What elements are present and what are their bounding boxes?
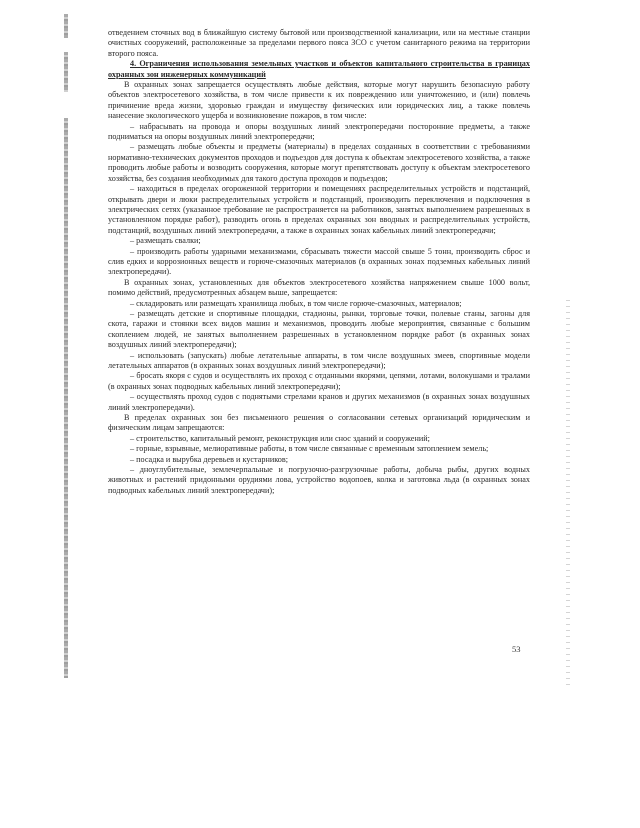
paragraph: В пределах охранных зон без письменного решения о согласовании сетевых организаций юридическим и физическим лицам запрещаются: [108, 413, 530, 433]
list-item: – осуществлять проход судов с поднятыми стрелами кранов и других механизмов (в охранных зонах воздушных линий электропередачи). [108, 392, 530, 412]
list-item: – горные, взрывные, мелиоративные работы, в том числе связанные с временным затоплением земель; [130, 444, 489, 454]
list-item: – дноуглубительные, землечерпальные и погрузочно-разгрузочные работы, добыча рыбы, других водных животных и растений придонными орудиями лова, устройство водопоев, колка и заготовка льда (в охранных зонах подводных кабельных линий электропередачи); [108, 465, 530, 495]
list-item: – использовать (запускать) любые летательные аппараты, в том числе воздушных змеев, спортивные модели летательных аппаратов (в охранных зонах воздушных линий электропередачи); [108, 350, 530, 370]
list-item: – размещать свалки; [130, 236, 201, 246]
document-page [108, 28, 530, 496]
list-item: – производить работы ударными механизмами, сбрасывать тяжести массой свыше 5 тонн, производить сброс и слив едких и коррозионных веществ и горюче-смазочных материалов (в охранных зонах подземных кабельных линий электропередачи). [108, 246, 530, 277]
section-heading: 4. Ограничения использования земельных участков и объектов капитального строительства в границах охранных зон инженерных коммуникаций [108, 59, 530, 79]
list-item: – посадка и вырубка деревьев и кустарников; [130, 454, 289, 464]
scan-left-edge [62, 0, 72, 828]
list-item: – размещать детские и спортивные площадки, стадионы, рынки, торговые точки, полевые станы, загоны для скота, гаражи и стоянки всех видов машин и механизмов, проводить любые мероприятия, связанные с большим скоплением людей, не занятых выполнением разрешенных в установленном порядке работ (в охранных зонах воздушных линий электропередачи); [108, 308, 530, 350]
list-item: – строительство, капитальный ремонт, реконструкция или снос зданий и сооружений; [130, 433, 430, 443]
list-item: – складировать или размещать хранилища любых, в том числе горюче-смазочных, материалов; [130, 298, 462, 308]
list-item: – бросать якоря с судов и осуществлять их проход с отданными якорями, цепями, лотами, волокушами и тралами (в охранных зонах подводных кабельных линий электропередачи); [108, 371, 530, 391]
paragraph: отведением сточных вод в ближайшую систему бытовой или производственной канализации, или на местные станции очистных сооружений, расположенные за пределами первого пояса ЗСО с учетом санитарного режима на территории второго пояса. [108, 28, 530, 58]
page-number: 53 [512, 644, 521, 654]
list-item: – находиться в пределах огороженной территории и помещениях распределительных устройств и подстанций, открывать двери и люки распределительных устройств и подстанций, производить переключения и подключения в электрических сетях (указанное требование не распространяется на работников, занятых выполнением разрешенных в установленном порядке работ), разводить огонь в пределах охранных зон вводных и распределительных устройств, подстанций, воздушных линий электропередачи, а также в охранных зонах кабельных линий электропередачи; [108, 184, 530, 235]
list-item: – размещать любые объекты и предметы (материалы) в пределах созданных в соответствии с требованиями нормативно-технических документов проходов и подъездов для доступа к объектам электросетевого хозяйства, а также проводить любые работы и возводить сооружения, которые могут препятствовать доступу к объектам электросетевого хозяйства, без создания необходимых для такого доступа проходов и подъездов; [108, 142, 530, 183]
list-item: – набрасывать на провода и опоры воздушных линий электропередачи посторонние предметы, а также подниматься на опоры воздушных линий электропередачи; [108, 121, 530, 142]
scan-right-edge-marks [566, 300, 570, 690]
paragraph: В охранных зонах запрещается осуществлять любые действия, которые могут нарушить безопасную работу объектов электросетевого хозяйства, в том числе привести к их повреждению или уничтожению, и (или) повлечь причинение вреда жизни, здоровью граждан и имуществу физических или юридических лиц, а также повлечь нанесение экологического ущерба и возникновение пожаров, в том числе: [108, 80, 530, 121]
paragraph: В охранных зонах, установленных для объектов электросетевого хозяйства напряжением свыше 1000 вольт, помимо действий, предусмотренных абзацем выше, запрещается: [108, 277, 530, 298]
